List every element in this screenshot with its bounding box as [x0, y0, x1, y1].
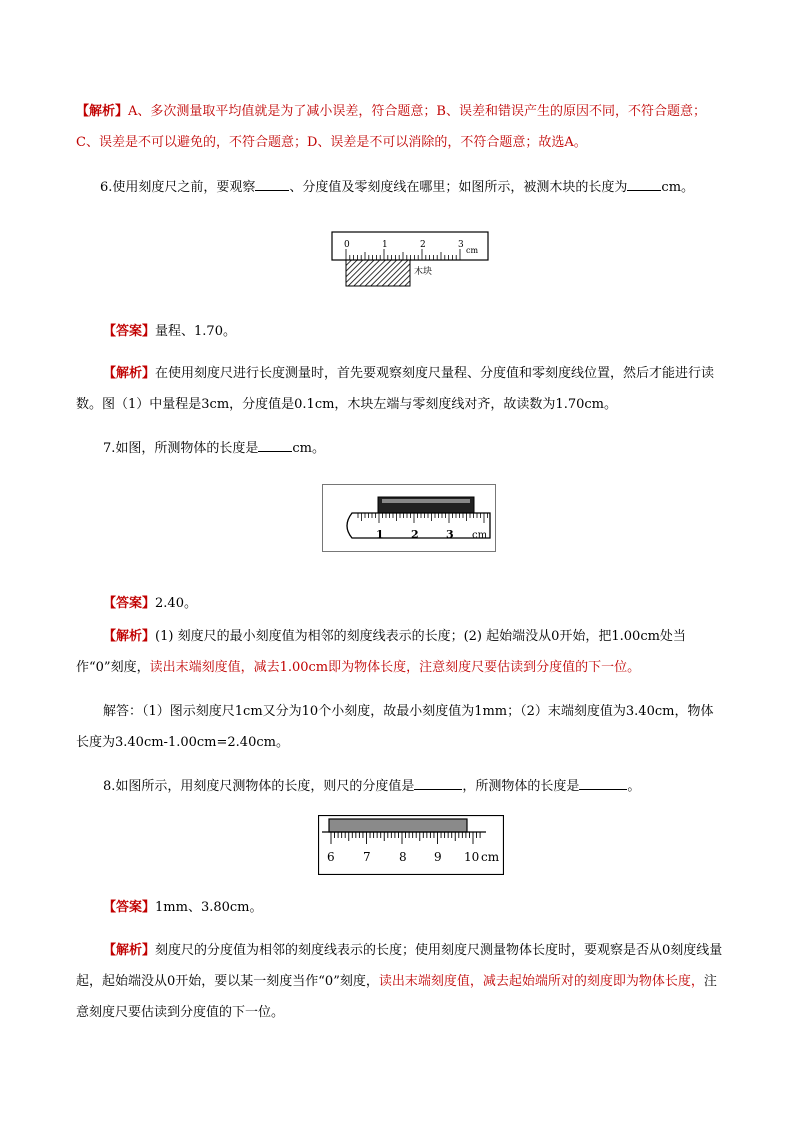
answer-tag: 【答案】	[103, 900, 156, 915]
q8-analysis	[76, 935, 726, 1028]
question-text: ，所测物体的长度是	[462, 779, 580, 794]
answer-blank	[255, 178, 289, 191]
analysis-text: 刻度尺的分度值为相邻的刻度线表示的长度；使用刻度尺测量物体长度时，要观察是否从0刻度线量起，起始端没从0开始，要以某一刻度当作“0”刻度，	[76, 943, 723, 989]
analysis-tag: 【解析】	[103, 629, 156, 644]
answer-text: 量程、1.70。	[155, 324, 236, 339]
tick-label: 1	[382, 240, 388, 250]
tick-label: 3	[446, 528, 454, 541]
question-text: 、分度值及零刻度线在哪里；如图所示，被测木块的长度为	[289, 180, 628, 195]
q7-answer	[103, 588, 753, 619]
unit-label: cm	[466, 246, 479, 255]
analysis-text: 注意刻度尺要估读到分度值的下一位。	[76, 974, 717, 1020]
tick-label: 6	[327, 850, 335, 864]
q7-analysis	[76, 621, 726, 683]
wood-block	[346, 260, 410, 286]
analysis-text: (1) 刻度尺的最小刻度值为相邻的刻度线表示的长度；(2) 起始端没从0开始，把1.00cm处当作“0”刻度，	[76, 629, 686, 675]
tick-label: 10	[464, 850, 480, 864]
object-highlight	[382, 499, 470, 503]
answer-blank	[414, 777, 462, 790]
q8-question	[103, 771, 753, 802]
tick-label: 2	[411, 528, 419, 541]
question-text: 6.使用刻度尺之前，要观察	[100, 180, 256, 195]
q7-solution	[76, 696, 726, 758]
q8-answer	[103, 892, 753, 923]
analysis-text-highlight: 读出末端刻度值，减去起始端所对的刻度即为物体长度，	[378, 974, 704, 989]
tick-label: 9	[434, 850, 442, 864]
question-text: 。	[627, 779, 641, 794]
tick-label: 0	[344, 240, 350, 250]
question-text: cm。	[661, 180, 695, 195]
question-text: cm。	[292, 441, 326, 456]
question-text: 8.如图所示，用刻度尺测物体的长度，则尺的分度值是	[103, 779, 415, 794]
q6-answer	[103, 316, 753, 347]
answer-tag: 【答案】	[103, 324, 156, 339]
analysis-tag: 【解析】	[103, 943, 156, 958]
answer-text: 2.40。	[155, 596, 197, 611]
answer-blank	[627, 178, 661, 191]
q8-ruler-figure	[318, 815, 504, 875]
tick-label: 1	[376, 528, 384, 541]
q6-ruler-figure	[330, 230, 490, 290]
q7-question	[103, 433, 753, 464]
tick-label: 2	[420, 240, 426, 250]
analysis-text: A、多次测量取平均值就是为了减小误差，符合题意；B、误差和错误产生的原因不同，不符合题意；C、误差是不可以避免的，不符合题意；D、误差是不可以消除的，不符合题意；故选A。	[76, 104, 706, 150]
answer-tag: 【答案】	[103, 596, 156, 611]
answer-text: 1mm、3.80cm。	[155, 900, 263, 915]
analysis-tag: 【解析】	[76, 104, 129, 119]
ruler-body	[332, 232, 488, 260]
q7-ruler-figure	[322, 484, 496, 552]
tick-label: 8	[399, 850, 407, 864]
answer-blank	[579, 777, 627, 790]
q6-question	[100, 172, 740, 203]
q5-analysis	[76, 96, 726, 158]
q6-analysis	[76, 358, 726, 420]
solution-text: 解答：（1）图示刻度尺1cm又分为10个小刻度，故最小刻度值为1mm；（2）末端刻度值为3.40cm，物体长度为3.40cm-1.00cm=2.40cm。	[76, 704, 714, 750]
measured-object	[329, 819, 467, 832]
analysis-text-highlight: 读出末端刻度值，减去1.00cm即为物体长度，注意刻度尺要估读到分度值的下一位。	[149, 660, 641, 675]
tick-label: 7	[363, 850, 371, 864]
block-label: 木块	[414, 267, 433, 277]
tick-label: 3	[458, 240, 464, 250]
analysis-text: 在使用刻度尺进行长度测量时，首先要观察刻度尺量程、分度值和零刻度线位置，然后才能进行读数。图（1）中量程是3cm，分度值是0.1cm，木块左端与零刻度线对齐，故读数为1.70cm。	[76, 366, 715, 412]
question-text: 7.如图，所测物体的长度是	[103, 441, 259, 456]
answer-blank	[258, 439, 292, 452]
unit-label: cm	[481, 850, 500, 864]
unit-label: cm	[472, 530, 488, 541]
analysis-tag: 【解析】	[103, 366, 156, 381]
